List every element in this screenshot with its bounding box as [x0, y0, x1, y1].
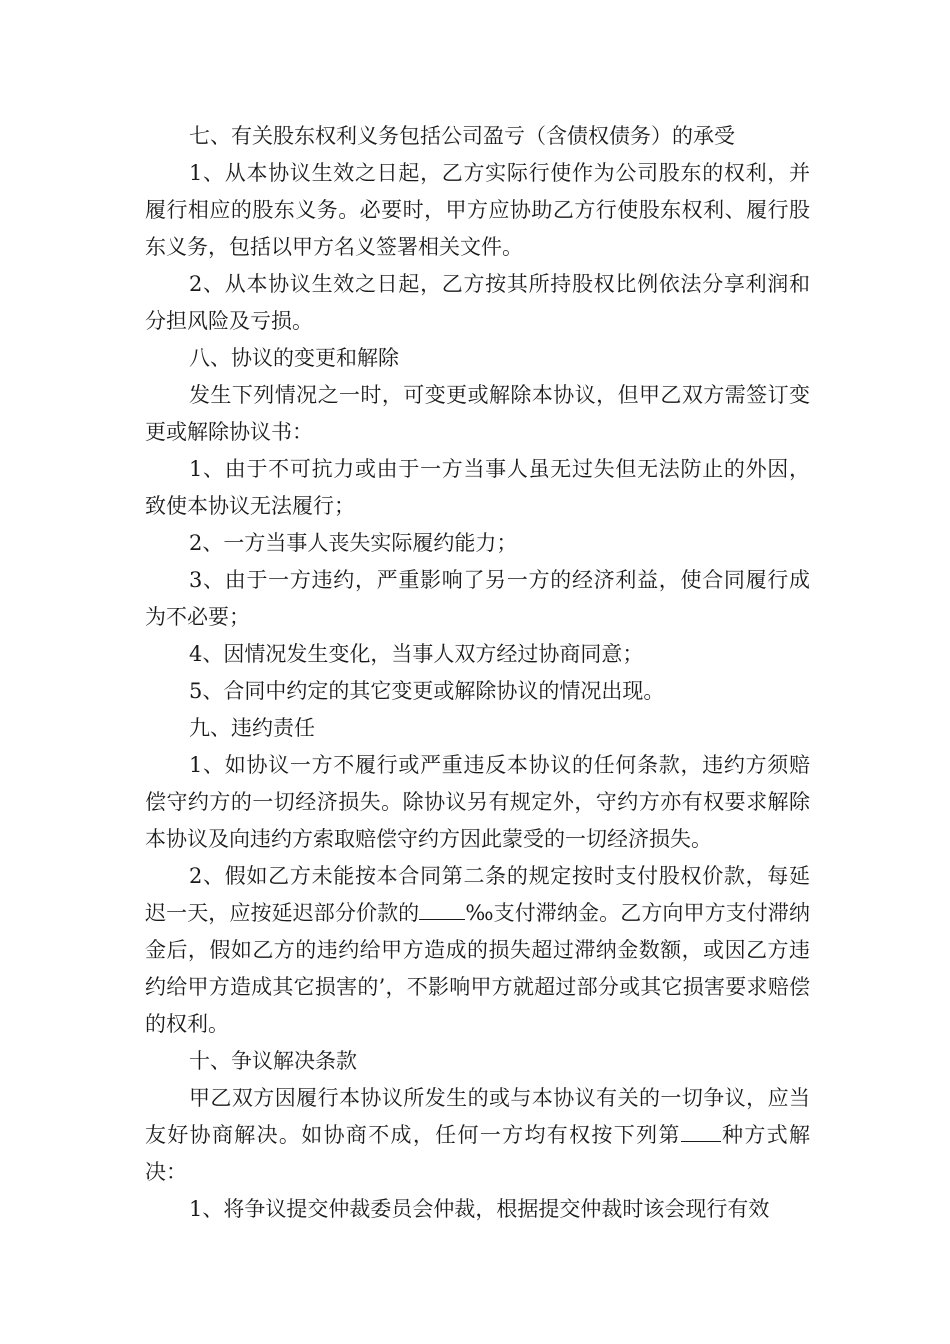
clause-8-2: 2、一方当事人丧失实际履约能力； — [189, 531, 518, 555]
clause-9-2-text-after: ‰支付滞纳金。乙方向甲方支付滞纳金后，假如乙方的违约给甲方造成的损失超过滞纳金数额，或因乙方违约给甲方造成其它损害的’，不影响甲方就超过部分或其它损害要求赔偿的权利。 — [145, 901, 810, 1036]
clause-9-2 — [145, 858, 810, 1043]
clause-8-3: 3、由于一方违约，严重影响了另一方的经济利益，使合同履行成为不必要； — [145, 568, 810, 629]
section-heading-nine: 九、违约责任 — [189, 716, 315, 740]
clause-10-intro — [145, 1080, 810, 1191]
clause-8-intro: 发生下列情况之一时，可变更或解除本协议，但甲乙双方需签订变更或解除协议书： — [145, 383, 810, 444]
clause-7-1: 1、从本协议生效之日起，乙方实际行使作为公司股东的权利，并履行相应的股东义务。必要时，甲方应协助乙方行使股东权利、履行股东义务，包括以甲方名义签署相关文件。 — [145, 161, 810, 259]
section-heading-ten: 十、争议解决条款 — [189, 1049, 357, 1073]
section-heading-eight: 八、协议的变更和解除 — [189, 346, 399, 370]
clause-10-1: 1、将争议提交仲裁委员会仲裁，根据提交仲裁时该会现行有效 — [189, 1197, 770, 1221]
clause-7-2: 2、从本协议生效之日起，乙方按其所持股权比例依法分享利润和分担风险及亏损。 — [145, 272, 810, 333]
clause-9-1: 1、如协议一方不履行或严重违反本协议的任何条款，违约方须赔偿守约方的一切经济损失。除协议另有规定外，守约方亦有权要求解除本协议及向违约方索取赔偿守约方因此蒙受的一切经济损失。 — [145, 753, 810, 851]
clause-9-2-text-before: 2、假如乙方未能按本合同第二条的规定按时支付股权价款，每延迟一天，应按延迟部分价款的 — [145, 864, 810, 925]
document-body — [145, 118, 810, 1228]
clause-10-text-after: 种方式解决： — [145, 1123, 811, 1184]
clause-8-1: 1、由于不可抗力或由于一方当事人虽无过失但无法防止的外因，致使本协议无法履行； — [145, 457, 810, 518]
dispute-method-blank — [681, 1119, 721, 1142]
penalty-rate-blank — [419, 897, 465, 920]
clause-8-4: 4、因情况发生变化，当事人双方经过协商同意； — [189, 642, 644, 666]
clause-8-5: 5、合同中约定的其它变更或解除协议的情况出现。 — [189, 679, 665, 703]
clause-10-text-before: 甲乙双方因履行本协议所发生的或与本协议有关的一切争议，应当友好协商解决。如协商不成，任何一方均有权按下列第 — [145, 1086, 810, 1147]
section-heading-seven: 七、有关股东权利义务包括公司盈亏（含债权债务）的承受 — [189, 124, 735, 148]
